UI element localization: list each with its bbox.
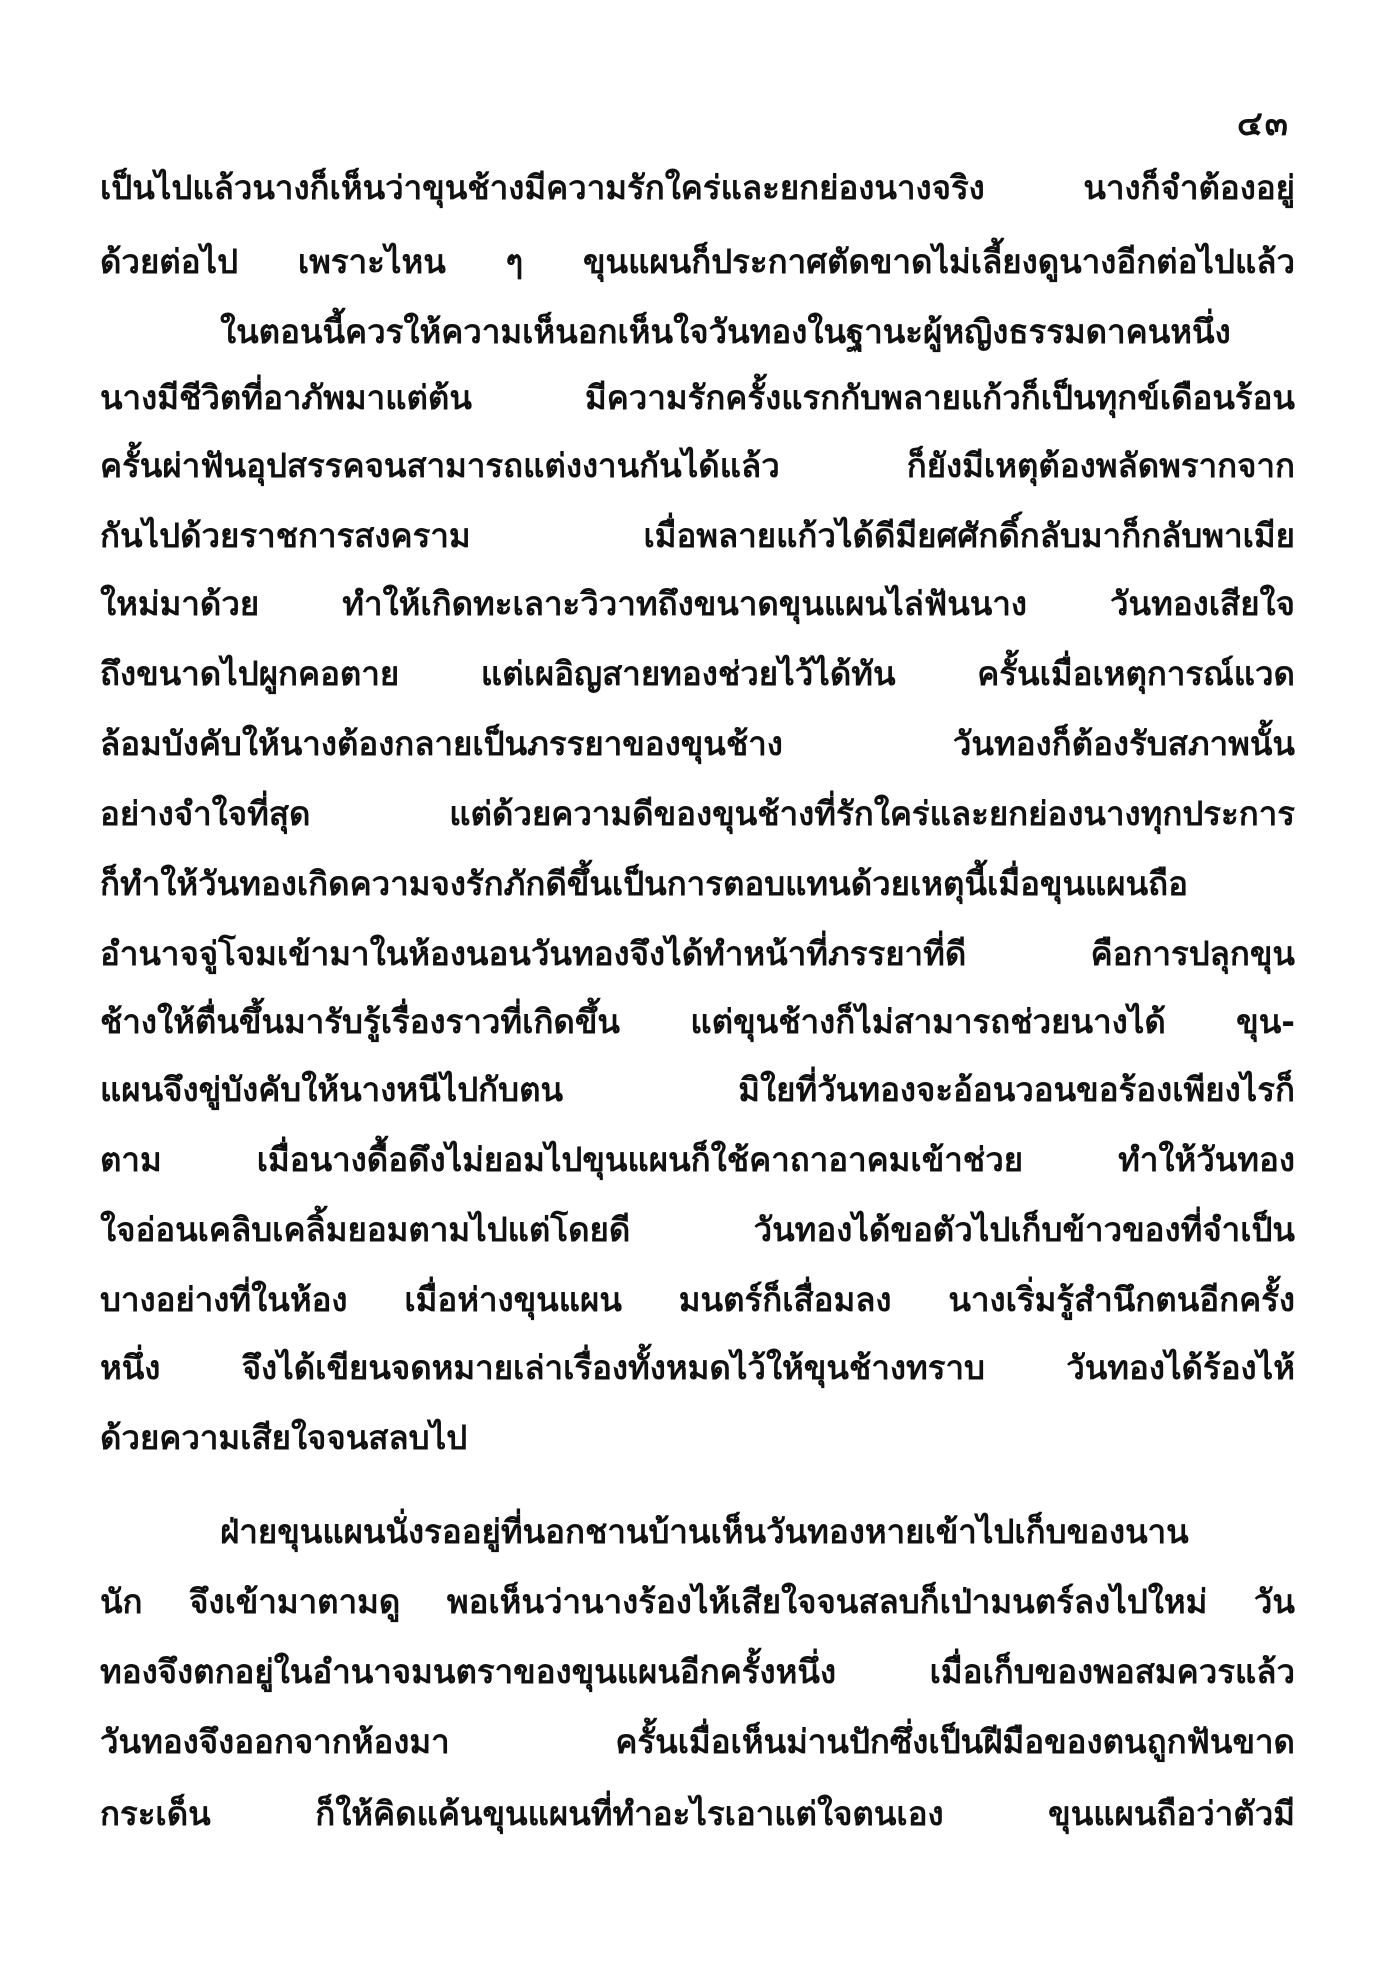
text-line-12: อำนาจจู่โจมเข้ามาในห้องนอนวันทองจึงได้ทำหน้าที่ภรรยาที่ดี คือการปลุกขุน bbox=[100, 934, 1295, 973]
text-line-19: ด้วยความเสียใจจนสลบไป bbox=[100, 1418, 468, 1457]
text-line-13: ช้างให้ตื่นขึ้นมารับรู้เรื่องราวที่เกิดขึ้น แต่ขุนช้างก็ไม่สามารถช่วยนางได้ ขุน- bbox=[100, 1002, 1295, 1041]
text-line-22: ทองจึงตกอยู่ในอำนาจมนตราของขุนแผนอีกครั้งหนึ่ง เมื่อเก็บของพอสมควรแล้ว bbox=[100, 1652, 1295, 1691]
text-line-15: ตาม เมื่อนางดื้อดึงไม่ยอมไปขุนแผนก็ใช้คาถาอาคมเข้าช่วย ทำให้วันทอง bbox=[100, 1140, 1295, 1179]
text-line-1: เป็นไปแล้วนางก็เห็นว่าขุนช้างมีความรักใคร่และยกย่องนางจริง นางก็จำต้องอยู่ bbox=[100, 168, 1295, 207]
text-line-2: ด้วยต่อไป เพราะไหน ๆ ขุนแผนก็ประกาศตัดขาดไม่เลี้ยงดูนางอีกต่อไปแล้ว bbox=[100, 242, 1295, 281]
text-line-6: กันไปด้วยราชการสงคราม เมื่อพลายแก้วได้ดีมียศศักดิ์กลับมาก็กลับพาเมีย bbox=[100, 516, 1295, 555]
text-line-16: ใจอ่อนเคลิบเคลิ้มยอมตามไปแต่โดยดี วันทองได้ขอตัวไปเก็บข้าวของที่จำเป็น bbox=[100, 1210, 1295, 1249]
text-line-17: บางอย่างที่ในห้อง เมื่อห่างขุนแผน มนตร์ก็เสื่อมลง นางเริ่มรู้สำนึกตนอีกครั้ง bbox=[100, 1280, 1295, 1319]
text-line-10: อย่างจำใจที่สุด แต่ด้วยความดีของขุนช้างที่รักใคร่และยกย่องนางทุกประการ bbox=[100, 794, 1295, 833]
text-line-4: นางมีชีวิตที่อาภัพมาแต่ต้น มีความรักครั้งแรกกับพลายแก้วก็เป็นทุกข์เดือนร้อน bbox=[100, 378, 1295, 417]
text-line-14: แผนจึงขู่บังคับให้นางหนีไปกับตน มิใยที่วันทองจะอ้อนวอนขอร้องเพียงไรก็ bbox=[100, 1070, 1295, 1109]
text-line-3: ในตอนนี้ควรให้ความเห็นอกเห็นใจวันทองในฐานะผู้หญิงธรรมดาคนหนึ่ง bbox=[220, 312, 1231, 351]
text-line-7: ใหม่มาด้วย ทำให้เกิดทะเลาะวิวาทถึงขนาดขุนแผนไล่ฟันนาง วันทองเสียใจ bbox=[100, 584, 1295, 623]
text-line-23: วันทองจึงออกจากห้องมา ครั้นเมื่อเห็นม่านปักซึ่งเป็นฝีมือของตนถูกฟันขาด bbox=[100, 1722, 1295, 1761]
text-line-21: นัก จึงเข้ามาตามดู พอเห็นว่านางร้องไห้เสียใจจนสลบก็เป่ามนตร์ลงไปใหม่ วัน bbox=[100, 1582, 1295, 1621]
text-line-8: ถึงขนาดไปผูกคอตาย แต่เผอิญสายทองช่วยไว้ได้ทัน ครั้นเมื่อเหตุการณ์แวด bbox=[100, 654, 1295, 693]
page-number: ๔๓ bbox=[1237, 104, 1290, 144]
text-line-18: หนึ่ง จึงได้เขียนจดหมายเล่าเรื่องทั้งหมดไว้ให้ขุนช้างทราบ วันทองได้ร้องไห้ bbox=[100, 1348, 1295, 1387]
text-line-11: ก็ทำให้วันทองเกิดความจงรักภักดีขึ้นเป็นการตอบแทนด้วยเหตุนี้เมื่อขุนแผนถือ bbox=[100, 864, 1188, 903]
text-line-9: ล้อมบังคับให้นางต้องกลายเป็นภรรยาของขุนช้าง วันทองก็ต้องรับสภาพนั้น bbox=[100, 724, 1295, 763]
text-line-20: ฝ่ายขุนแผนนั่งรออยู่ที่นอกชานบ้านเห็นวันทองหายเข้าไปเก็บของนาน bbox=[220, 1512, 1189, 1551]
text-line-24: กระเด็น ก็ให้คิดแค้นขุนแผนที่ทำอะไรเอาแต่ใจตนเอง ขุนแผนถือว่าตัวมี bbox=[100, 1794, 1295, 1833]
text-line-5: ครั้นผ่าฟันอุปสรรคจนสามารถแต่งงานกันได้แล้ว ก็ยังมีเหตุต้องพลัดพรากจาก bbox=[100, 446, 1295, 485]
